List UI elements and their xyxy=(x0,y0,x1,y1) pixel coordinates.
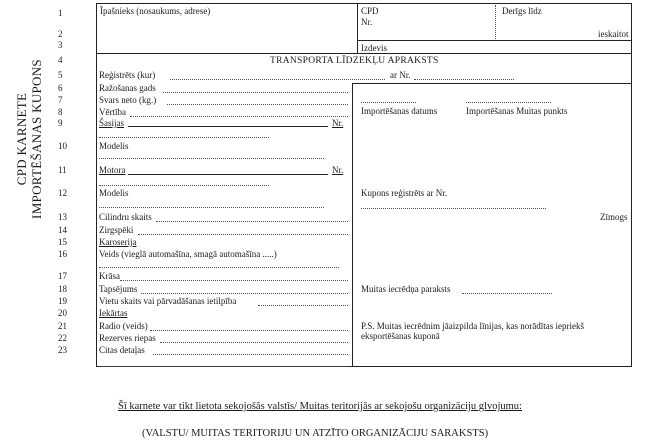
chassis-nr-label: Nr. xyxy=(332,118,344,128)
row-number: 5 xyxy=(58,70,63,80)
upholstery-label: Tapsējums xyxy=(99,284,138,294)
engine-label: Motora xyxy=(99,165,126,175)
issued-label: Izdevis xyxy=(361,43,387,53)
footer-territories-list: (VALSTU/ MUITAS TERITORIJU UN ATZĪTO ORGANIZĀCIJU SARAKSTS) xyxy=(142,428,489,439)
row-number: 11 xyxy=(58,165,67,175)
row-number: 12 xyxy=(58,188,67,198)
row-number: 14 xyxy=(58,225,67,235)
registered-nr-dots xyxy=(414,79,514,80)
stamp-label: Zīmogs xyxy=(600,212,628,222)
color-label: Krāsa xyxy=(99,271,120,281)
ps-note-line2: eksportēšanas kuponā xyxy=(361,331,440,341)
engine-nr-label: Nr. xyxy=(332,165,344,175)
coupon-registered-label: Kupons reģistrēts ar Nr. xyxy=(361,188,447,198)
valid-divider xyxy=(495,5,496,39)
color-dots xyxy=(120,280,348,281)
row-number: 22 xyxy=(58,333,67,343)
issued-line xyxy=(357,40,632,41)
footer-usage-note: Šī karnete var tikt lietota sekojošās valstīs/ Muitas teritorijās ar sekojošu organizāciju glvojumu: xyxy=(118,401,522,412)
right-column-top xyxy=(352,83,632,84)
row-number: 6 xyxy=(58,83,63,93)
ps-note-line1: P.S. Muitas iecrēdnim jāaizpilda līnijas, kas norādītas iepriekš xyxy=(361,321,584,331)
import-customs-dots xyxy=(466,102,551,103)
row-number: 21 xyxy=(58,321,67,331)
customs-signature-dots xyxy=(462,293,552,294)
type-dots xyxy=(99,267,339,268)
coupon-registered-dots xyxy=(361,208,546,209)
upholstery-dots xyxy=(141,293,348,294)
owner-label: Īpašnieks (nosaukums, adrese) xyxy=(100,6,211,16)
side-title xyxy=(6,6,46,256)
cpd-label: CPD xyxy=(361,6,379,16)
horsepower-dots xyxy=(138,234,348,235)
manufacture-year-dots xyxy=(163,92,348,93)
row-number: 19 xyxy=(58,296,67,306)
seats-label: Vietu skaits vai pārvadāšanas ietilpība xyxy=(99,296,237,306)
row-number: 15 xyxy=(58,237,67,247)
header-bottom-line xyxy=(96,53,632,54)
header-divider xyxy=(357,3,358,53)
side-title-text xyxy=(14,14,44,264)
row-number: 2 xyxy=(58,29,63,39)
net-weight-dots xyxy=(167,104,348,105)
spare-tires-dots xyxy=(160,342,348,343)
equipment-label: Iekārtas xyxy=(99,308,128,318)
type-label: Veids (vieglā automašīna, smagā automašīna .....) xyxy=(99,249,277,259)
row23-dots xyxy=(99,366,348,367)
model1-dots xyxy=(99,158,324,159)
row-number: 9 xyxy=(58,118,63,128)
horsepower-label: Zirgspēki xyxy=(99,225,134,235)
model2-dots xyxy=(99,207,324,208)
radio-dots xyxy=(150,330,348,331)
inclusive-label: ieskaitot xyxy=(598,29,629,39)
row-number: 3 xyxy=(58,40,63,50)
row-number: 23 xyxy=(58,345,67,355)
value-label: Vērtība xyxy=(99,107,126,117)
other-parts-dots xyxy=(153,354,348,355)
section-title: TRANSPORTA LĪDZEKĻU APRAKSTS xyxy=(270,56,439,66)
row-number: 8 xyxy=(58,107,63,117)
row-number: 17 xyxy=(58,271,67,281)
manufacture-year-label: Ražošanas gads xyxy=(99,83,156,93)
cylinders-dots xyxy=(156,221,348,222)
valid-until-label: Derīgs līdz xyxy=(502,6,542,16)
chassis-label: Šasijas xyxy=(99,118,125,128)
side-title-line2: IMPORTĒŠANAS KUPONS xyxy=(29,59,44,219)
bodywork-label: Karoserija xyxy=(99,237,137,247)
row-number: 10 xyxy=(58,141,67,151)
registered-label: Reģistrēts (kur) xyxy=(99,70,156,80)
row-number: 20 xyxy=(58,308,67,318)
import-date-label: Importēšanas datums xyxy=(361,106,438,116)
customs-signature-label: Muitas iecrēdņa paraksts xyxy=(361,284,451,294)
row-number: 16 xyxy=(58,249,67,259)
model1-label: Modelis xyxy=(99,141,129,151)
row-number: 4 xyxy=(58,55,63,65)
other-parts-label: Citas detaļas xyxy=(99,345,145,355)
spare-tires-label: Rezerves riepas xyxy=(99,333,156,343)
seats-dots xyxy=(258,305,348,306)
side-title-line1: CPD KARNETE xyxy=(14,92,29,186)
import-customs-point-label: Importēšanas Muitas punkts xyxy=(466,106,568,116)
value-dots xyxy=(130,116,348,117)
cylinders-label: Cilindru skaits xyxy=(99,212,152,222)
row-number: 1 xyxy=(58,8,63,18)
row-number: 13 xyxy=(58,212,67,222)
engine-line xyxy=(128,174,328,175)
right-column-divider xyxy=(352,83,353,367)
cpd-nr-label: Nr. xyxy=(361,17,373,27)
registered-dots xyxy=(170,79,385,80)
row-number: 7 xyxy=(58,95,63,105)
import-date-dots xyxy=(361,102,416,103)
engine-extra-dots xyxy=(99,185,269,186)
model2-label: Modelis xyxy=(99,188,129,198)
chassis-extra-dots xyxy=(99,137,269,138)
chassis-line xyxy=(128,126,328,127)
row-number: 18 xyxy=(58,284,67,294)
radio-label: Radio (veids) xyxy=(99,321,148,331)
registered-nr-label: ar Nr. xyxy=(390,70,411,80)
net-weight-label: Svars neto (kg.) xyxy=(99,95,157,105)
